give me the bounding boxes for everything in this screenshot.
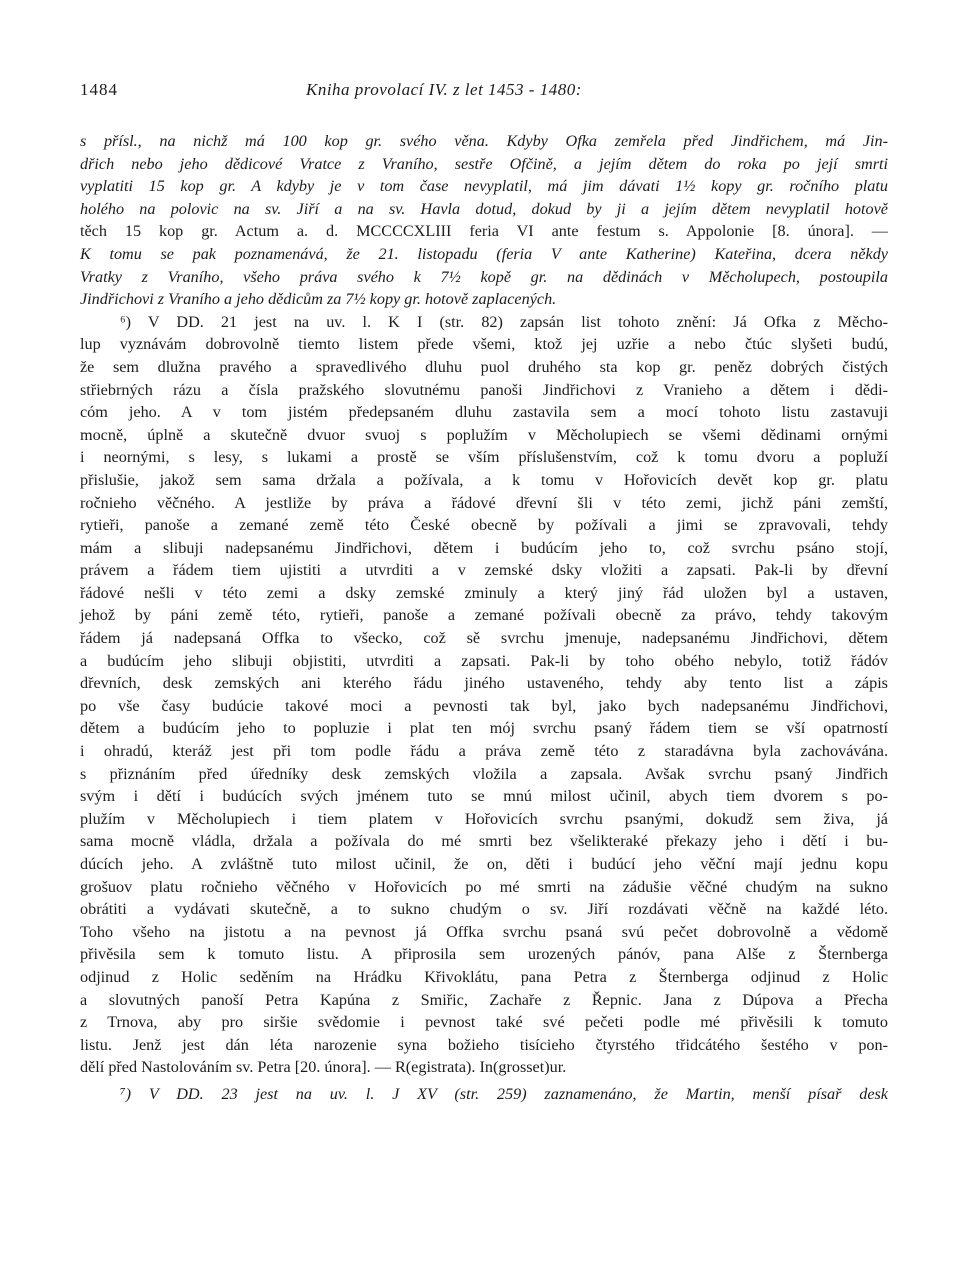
text-line: právem a řádem tiem ujistiti a utvrditi a v zemské dsky vložiti a zapsati. Pak-li by dřevní — [80, 561, 888, 580]
text-line: lup vyznávám dobrovolně tiemto listem přede všemi, ktož jej uzřie a nebo čtúc slyšeti budú, — [80, 335, 888, 354]
running-title: Kniha provolací IV. z let 1453 - 1480: — [306, 80, 582, 99]
text-line: listu. Jenž jest dán léta narozenie syna božieho tisícieho čtyrstého třidcátého šestého v pon- — [80, 1035, 888, 1054]
text-line: Jindřichovi z Vraního a jeho dědicům za 7½ kopy gr. hotově zaplacených. — [80, 290, 557, 309]
page-header — [80, 80, 888, 104]
text-line: K tomu se pak poznamenává, že 21. listopadu (feria V ante Katherine) Kateřina, dcera někdy — [80, 244, 888, 263]
text-line: obrátiti a vydávati skutečně, a to sukno chudým o sv. Jiří rozdávati věčně na každé léto. — [80, 900, 888, 919]
text-line: odjinud z Holic seděním na Hrádku Křivoklátu, pana Petra z Šternberga odjinud z Holic — [80, 967, 888, 986]
text-line: grošuov platu ročnieho věčného v Hořovicích po mé smrti na zádušie věčné chudým na sukno — [80, 877, 888, 896]
text-line: že sem dlužna pravého a spravedlivého dluhu puol druhého sta kop gr. peněz dobrých čistých — [80, 357, 888, 376]
text-line: holého na polovic na sv. Jiří a na sv. Havla dotud, dokud by ji a jejím dětem nevyplatil hotově — [80, 199, 888, 218]
text-line: svým i dětí i budúcích svých jménem tuto se mnú milost učinil, abych tiem dvorem s po- — [80, 787, 888, 806]
text-line: dúcích jeho. A zvláštně tuto milost učinil, že on, děti i budúcí jeho věční mají jednu kopu — [80, 855, 888, 873]
text-line: s přiznáním před úředníky desk zemských vložila a zapsala. Avšak svrchu psaný Jindřich — [80, 764, 888, 783]
text-line: plužím v Měcholupiech i tiem platem v Hořovicích svrchu psanými, dokudž sem živa, já — [80, 809, 888, 828]
text-line: přislušie, jakož sem sama držala a požívala, a k tomu v Hořovicích devět kop gr. platu — [80, 470, 888, 489]
text-line: mám a slibuji nadepsanému Jindřichovi, dětem i budúcím jeho to, což svrchu psáno stojí, — [80, 538, 888, 557]
text-line: sama mocně vládla, držala a požívala do mé smrti bez všelikteraké překazy jeho i dětí i bu- — [80, 832, 888, 851]
text-line: přivěsila sem k tomuto listu. A připrosila sem urozených pánóv, pana Alše z Šternberga — [80, 945, 888, 964]
text-line: řádem já nadepsaná Offka to všecko, což sě svrchu jmenuje, nadepsanému Jindřichovi, dětem — [80, 629, 888, 648]
text-line: dřich nebo jeho dědicové Vratce z Vraního, sestře Ofčině, a jejím dětem do roka po její smrti — [80, 154, 888, 173]
text-line: ročnieho věčného. A jestliže by práva a řádové dřevní šli v této zemi, jichž páni zemští, — [80, 493, 888, 512]
text-line: a slovutných panoší Petra Kapúna z Smiřic, Zachaře z Řepnic. Jana z Dúpova a Přecha — [80, 990, 888, 1009]
text-line: a budúcím jeho slibuji objistiti, utvrditi a zapsati. Pak-li by toho obého nebylo, totiž řádóv — [80, 651, 888, 670]
text-line: dětem a budúcím jeho to popluzie i plat ten mój svrchu psaný řádem tiem se vší opatrností — [80, 719, 888, 738]
text-line: ⁷) V DD. 23 jest na uv. l. J XV (str. 259) zaznamenáno, že Martin, menší písař desk — [120, 1084, 888, 1103]
text-line: střiebrných rázu a čísla pražského slovutnému panoši Jindřichovi z Vranieho a dětem i dědi- — [80, 380, 888, 399]
text-line: ⁶) V DD. 21 jest na uv. l. K I (str. 82) zapsán list tohoto znění: Já Ofka z Měcho- — [120, 312, 888, 331]
text-line: Vratky z Vraního, všeho práva svého k 7½ kopě gr. na dědinách v Měcholupech, postoupila — [80, 267, 888, 286]
text-line: z Trnova, aby pro siršie svědomie i pevnost také své pečeti podle mé přivěsili k tomuto — [80, 1013, 888, 1032]
page-number: 1484 — [80, 80, 118, 99]
document-page — [80, 80, 888, 1106]
text-line: mocně, úplně a skutečně dvuor svuoj s poplužím v Měcholupiech se všemi dědinami ornými — [80, 425, 888, 444]
text-line: cóm jeho. A v tom jistém předepsaném dluhu zastavila sem a mocí tohoto listu zastavuji — [80, 403, 888, 422]
text-line: těch 15 kop gr. Actum a. d. MCCCCXLIII feria VI ante festum s. Appolonie [8. února]. — — [80, 222, 888, 241]
text-line: po vše časy budúcie takové moci a pevnosti tak byl, jako bych nadepsanému Jindřichovi, — [80, 696, 888, 715]
text-line: jehož by páni země této, rytieři, panoše a zemané požívali obecně za právo, tehdy takovým — [80, 606, 888, 625]
text-line: dělí před Nastolováním sv. Petra [20. února]. — R(egistrata). In(grosset)ur. — [80, 1058, 567, 1077]
text-line: s přísl., na nichž má 100 kop gr. svého věna. Kdyby Ofka zemřela před Jindřichem, má Jin- — [80, 132, 888, 150]
text-line: Toho všeho na jistotu a na pevnost já Offka svrchu psaná svú pečet dobrovolně a vědomě — [80, 922, 888, 941]
text-line: vyplatiti 15 kop gr. A kdyby je v tom čase nevyplatil, má jim dávati 1½ kopy gr. ročního platu — [80, 177, 888, 196]
text-line: i neornými, s lesy, s lukami a prostě se vším příslušenstvím, což k tomu dvoru a popluží — [80, 448, 888, 467]
body-text — [80, 130, 888, 1106]
text-line: dřevních, desk zemských ani kterého řádu jiného ustaveného, tehdy aby tento list a zápis — [80, 674, 888, 693]
text-line: rytieři, panoše a zemané země této České obecně by požívali a jimi se zpravovali, tehdy — [80, 516, 888, 535]
text-line: i ohradú, kteráž jest při tom podle řádu a práva země této z staradávna byla zachovávána. — [80, 742, 888, 761]
text-line: řádové nešli v této zemi a dsky zemské zminuly a který jiný řád uložen byl a ustaven, — [80, 583, 888, 602]
